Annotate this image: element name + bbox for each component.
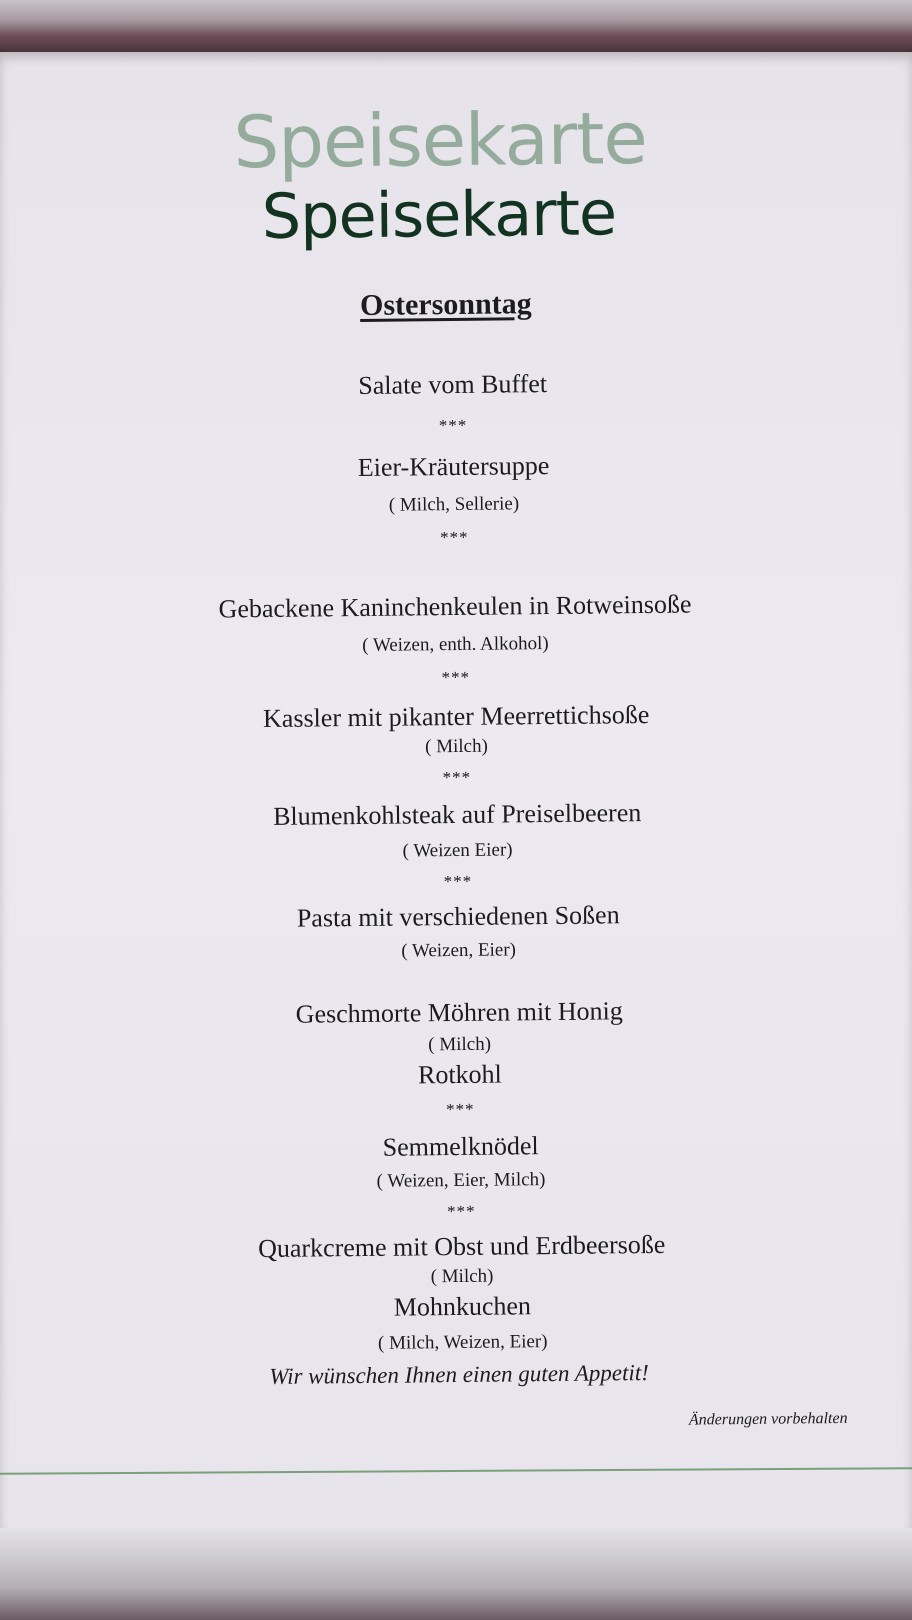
separator: ***	[447, 1201, 476, 1222]
separator: ***	[442, 767, 472, 788]
dish-mohnkuchen: Mohnkuchen	[393, 1291, 532, 1322]
allergens-suppe: ( Milch, Sellerie)	[388, 493, 520, 516]
dish-rotkohl: Rotkohl	[417, 1059, 502, 1090]
title-shadow: Speisekarte	[233, 95, 648, 185]
changes-note: Änderungen vorbehalten	[688, 1409, 848, 1429]
dish-blumenkohl: Blumenkohlsteak auf Preiselbeeren	[272, 798, 642, 831]
separator: ***	[443, 871, 473, 892]
page-title: Speisekarte	[261, 176, 617, 254]
allergens-moehren: ( Milch)	[428, 1033, 492, 1056]
allergens-quarkcreme: ( Milch)	[430, 1265, 494, 1288]
dish-kaninchen: Gebackene Kaninchenkeulen in Rotweinsoße	[218, 589, 692, 624]
allergens-semmelknoedel: ( Weizen, Eier, Milch)	[376, 1169, 546, 1192]
dish-semmelknoedel: Semmelknödel	[382, 1131, 539, 1162]
separator: ***	[445, 1099, 475, 1120]
dish-pasta: Pasta mit verschiedenen Soßen	[296, 900, 620, 933]
picture-frame-top	[0, 0, 912, 58]
allergens-blumenkohl: ( Weizen Eier)	[402, 839, 513, 862]
allergens-pasta: ( Weizen, Eier)	[401, 939, 517, 962]
picture-frame-bottom	[0, 1528, 912, 1620]
separator: ***	[438, 415, 468, 436]
dish-quarkcreme: Quarkcreme mit Obst und Erdbeersoße	[257, 1229, 666, 1264]
allergens-kassler: ( Milch)	[424, 735, 488, 758]
dish-suppe: Eier-Kräutersuppe	[357, 451, 550, 483]
menu-subtitle: Ostersonntag	[359, 287, 532, 322]
separator: ***	[439, 527, 469, 548]
dish-kassler: Kassler mit pikanter Meerrettichsoße	[262, 699, 650, 734]
closing-wish: Wir wünschen Ihnen einen guten Appetit!	[269, 1360, 649, 1389]
allergens-kaninchen: ( Weizen, enth. Alkohol)	[362, 633, 549, 656]
separator: ***	[441, 667, 471, 688]
allergens-mohnkuchen: ( Milch, Weizen, Eier)	[377, 1331, 548, 1354]
dish-moehren: Geschmorte Möhren mit Honig	[295, 996, 623, 1029]
dish-salate: Salate vom Buffet	[358, 369, 548, 401]
